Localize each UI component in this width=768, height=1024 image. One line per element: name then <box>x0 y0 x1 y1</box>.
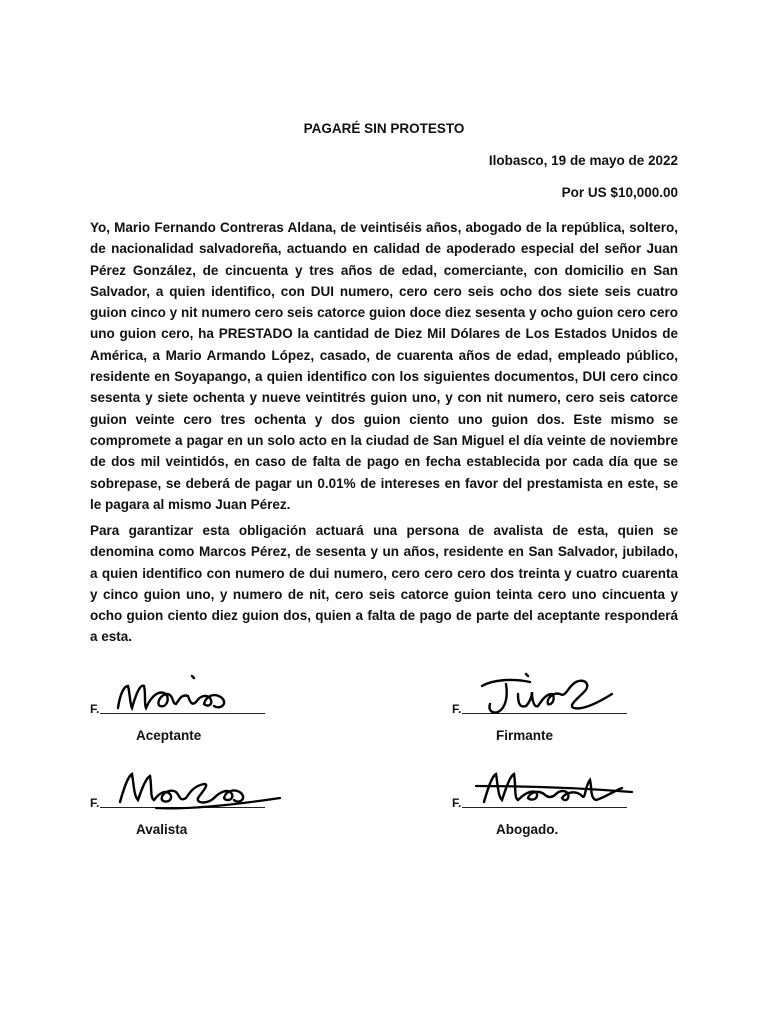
signature-block-avalista <box>90 758 290 828</box>
loan-terms-paragraph: Yo, Mario Fernando Contreras Aldana, de veintiséis años, abogado de la república, soltero, de nacionalidad salvadoreña, actuando en calidad de apoderado especial del señor Juan Pérez González, de cincuenta y tres años de edad, comerciante, con domicilio en San Salvador, a quien identifico, con DUI numero, cero cero seis ocho dos siete seis cuatro guion cinco y nit numero cero seis catorce guion doce diez sesenta y ocho guion cero cero uno guion cero, ha PRESTADO la cantidad de Diez Mil Dólares de Los Estados Unidos de América, a Mario Armando López, casado, de cuarenta años de edad, empleado público, residente en Soyapango, a quien identifico con los siguientes documentos, DUI cero cinco sesenta y siete ochenta y nueve veintitrés guion uno, y con nit numero, cero seis catorce guion veinte cero tres ochenta y dos guion ciento uno guion dos. Este mismo se compromete a pagar en un solo acto en la ciudad de San Miguel el día veinte de noviembre de dos mil veintidós, en caso de falta de pago en fecha establecida por cada día que se sobrepase, se deberá de pagar un 0.01% de intereses en favor del prestamista en este, se le pagara al mismo Juan Pérez. <box>90 220 678 512</box>
signature-block-abogado <box>452 758 652 828</box>
amount: Por US $10,000.00 <box>561 185 678 200</box>
signature-prefix: F. <box>452 702 462 716</box>
signature-block-firmante <box>452 664 652 734</box>
signature-aceptante <box>110 664 270 726</box>
label-avalista: Avalista <box>136 822 188 837</box>
signature-prefix: F. <box>90 796 100 810</box>
label-aceptante: Aceptante <box>136 728 202 743</box>
signature-abogado <box>472 758 632 820</box>
signature-avalista <box>110 758 270 820</box>
signature-firmante <box>472 664 632 726</box>
signature-block-aceptante <box>90 664 290 734</box>
signature-prefix: F. <box>90 702 100 716</box>
signature-prefix: F. <box>452 796 462 810</box>
label-firmante: Firmante <box>496 728 554 743</box>
place-date: Ilobasco, 19 de mayo de 2022 <box>488 153 678 168</box>
guarantor-paragraph: Para garantizar esta obligación actuará una persona de avalista de esta, quien se denomina como Marcos Pérez, de sesenta y un años, residente en San Salvador, jubilado, a quien identifico con numero de dui numero, cero cero cero dos treinta y cuatro cuarenta y cinco guion uno, y numero de nit, cero seis catorce guion teinta cero uno cincuenta y ocho guion ciento diez guion dos, quien a falta de pago de parte del aceptante responderá a esta. <box>90 523 678 645</box>
document-title: PAGARÉ SIN PROTESTO <box>303 121 465 136</box>
label-abogado: Abogado. <box>496 822 559 837</box>
